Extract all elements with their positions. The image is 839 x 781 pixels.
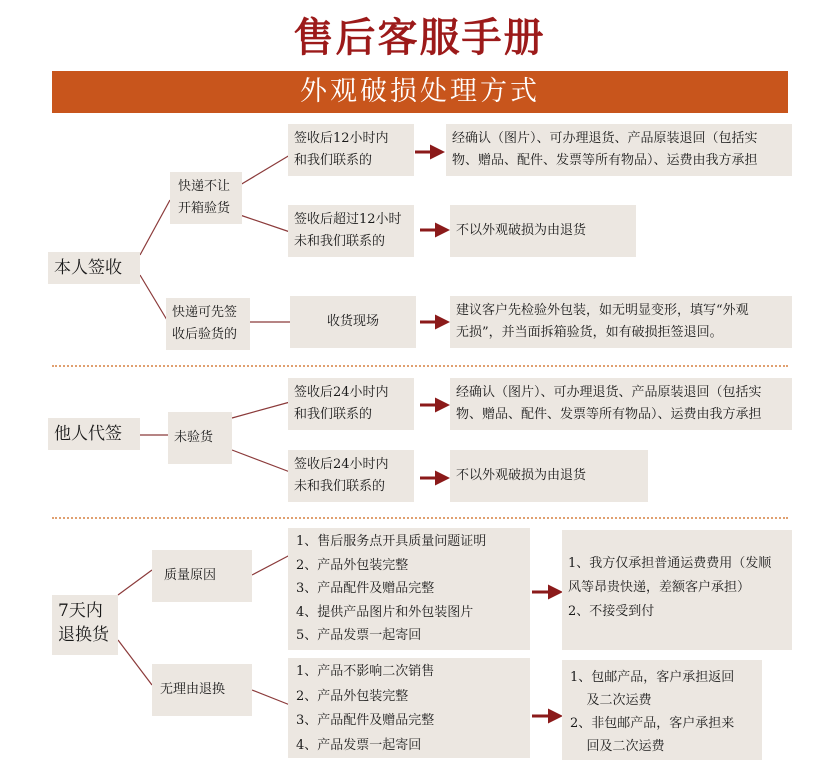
s2-category: 他人代签 bbox=[48, 418, 140, 450]
s1-condition-2: 签收后超过12小时 未和我们联系的 bbox=[288, 205, 414, 257]
s1-branch-2: 快递可先签 收后验货的 bbox=[166, 298, 250, 350]
s1-result-3: 建议客户先检验外包装，如无明显变形，填写“外观 无损”，并当面拆箱验货，如有破损拒签退回。 bbox=[450, 296, 792, 348]
line-s1-d bbox=[240, 215, 290, 232]
s1-condition-1: 签收后12小时内 和我们联系的 bbox=[288, 124, 414, 176]
s2-branch-1: 未验货 bbox=[168, 412, 232, 464]
line-s3-b bbox=[118, 640, 152, 685]
s3-condition-2: 1、产品不影响二次销售 2、产品外包装完整 3、产品配件及赠品完整 4、产品发票一起寄回 bbox=[288, 658, 530, 758]
s1-condition-3: 收货现场 bbox=[290, 296, 416, 348]
line-s1-a bbox=[140, 200, 170, 255]
page-title: 售后客服手册 bbox=[293, 14, 546, 61]
line-s2-b bbox=[232, 402, 290, 418]
s1-result-2: 不以外观破损为由退货 bbox=[450, 205, 636, 257]
section-divider-1 bbox=[52, 365, 788, 367]
s1-category: 本人签收 bbox=[48, 252, 140, 284]
s2-result-1: 经确认（图片）、可办理退货、产品原装退回（包括实 物、赠品、配件、发票等所有物品）、运费由我方承担 bbox=[450, 378, 792, 430]
s2-condition-2: 签收后24小时内 未和我们联系的 bbox=[288, 450, 414, 502]
line-s3-a bbox=[118, 570, 152, 595]
s1-result-1: 经确认（图片）、可办理退货、产品原装退回（包括实 物、赠品、配件、发票等所有物品）、运费由我方承担 bbox=[446, 124, 792, 176]
line-s3-c bbox=[252, 555, 290, 575]
line-s1-c bbox=[240, 155, 290, 185]
s3-condition-1: 1、售后服务点开具质量问题证明 2、产品外包装完整 3、产品配件及赠品完整 4、提供产品图片和外包装图片 5、产品发票一起寄回 bbox=[288, 528, 530, 650]
s3-result-2: 1、包邮产品，客户承担返回 及二次运费 2、非包邮产品，客户承担来 回及二次运费 bbox=[562, 660, 762, 760]
s3-branch-2: 无理由退换 bbox=[152, 664, 252, 716]
section-divider-2 bbox=[52, 517, 788, 519]
s2-result-2: 不以外观破损为由退货 bbox=[450, 450, 648, 502]
s1-branch-1: 快递不让 开箱验货 bbox=[170, 172, 242, 224]
s3-result-1: 1、我方仅承担普通运费费用（发顺 风等昂贵快递，差额客户承担） 2、不接受到付 bbox=[562, 530, 792, 650]
s3-category: 7天内 退换货 bbox=[52, 595, 118, 655]
line-s3-d bbox=[252, 690, 290, 705]
s3-branch-1: 质量原因 bbox=[152, 550, 252, 602]
s2-condition-1: 签收后24小时内 和我们联系的 bbox=[288, 378, 414, 430]
line-s2-c bbox=[232, 450, 290, 472]
subtitle-banner: 外观破损处理方式 bbox=[52, 71, 788, 113]
